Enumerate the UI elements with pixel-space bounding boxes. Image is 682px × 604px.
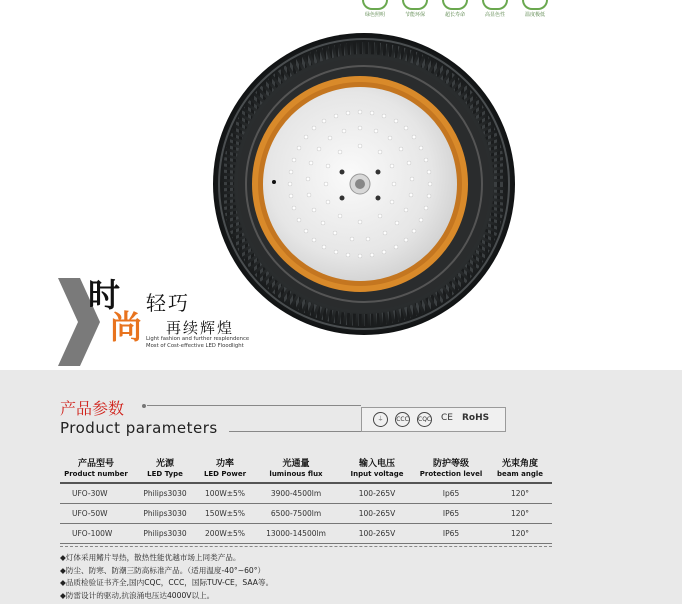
ccc-icon: CCC	[395, 412, 410, 427]
thermometer-icon	[522, 0, 548, 10]
feature-label: 温度极低	[524, 12, 545, 18]
feature-high-cri	[475, 0, 515, 18]
feature-low-temp	[515, 0, 555, 18]
section-title-en: Product parameters	[60, 419, 218, 437]
title-bullet	[142, 404, 146, 408]
col-header-beam: 光束角度 beam angle	[496, 459, 544, 478]
hero-line-1: 轻巧	[146, 291, 190, 315]
spec-table	[60, 457, 552, 544]
note-item: ◆防雷设计的驱动,抗浪涌电压达4000V以上。	[60, 590, 215, 600]
table-row: UFO-30W Philips3030 100W±5% 3900-4500lm 100-265V Ip65 120°	[60, 483, 552, 504]
hero-english-1: Light fashion and further resplendence	[146, 336, 250, 342]
table-row: UFO-50W Philips3030 150W±5% 6500-7500lm 100-265V IP65 120°	[60, 504, 552, 524]
feature-long-life	[435, 0, 475, 18]
ce-mark: CE	[441, 413, 453, 423]
hero-english-2: Most of Cost-effective LED Floodlight	[146, 343, 244, 349]
table-header-row	[60, 457, 552, 483]
divider-line	[229, 431, 361, 432]
eco-icon	[402, 0, 428, 10]
dashed-divider	[60, 546, 552, 547]
feature-label: 超长寿命	[444, 12, 465, 18]
col-header-model: 产品型号 Product number	[64, 459, 128, 478]
note-item: ◆防尘、防寒、防潮三防高标准产品。（适用温度-40°~60°）	[60, 565, 266, 575]
lifetime-icon	[442, 0, 468, 10]
note-item: ◆品质检验证书齐全,国内CQC，CCC，国际TUV-CE，SAA等。	[60, 578, 274, 587]
feature-label: 高显色性	[484, 12, 505, 18]
feature-label: 绿色照明	[364, 12, 385, 18]
ground-icon: ⏚	[373, 412, 388, 427]
feature-label: 节能环保	[404, 12, 425, 18]
col-header-led-type: 光源 LED Type	[147, 459, 183, 478]
col-header-protection: 防护等级 Protection level	[419, 459, 483, 478]
hero-char-shang: 尚	[110, 308, 143, 346]
col-header-voltage: 输入电压 Input voltage	[350, 459, 404, 478]
ufo-led-lamp-image	[212, 32, 516, 336]
feature-energy-saving	[395, 0, 435, 18]
certification-badges	[361, 407, 506, 432]
feature-green-lighting	[355, 0, 395, 18]
rohs-mark: RoHS	[462, 413, 490, 423]
col-header-power: 功率 LED Power	[203, 459, 247, 478]
cqc-icon: CQC	[417, 412, 432, 427]
leaf-icon	[362, 0, 388, 10]
table-row: UFO-100W Philips3030 200W±5% 13000-14500lm 100-265V IP65 120°	[60, 524, 552, 544]
divider-line	[147, 405, 361, 406]
col-header-flux: 光通量 luminous flux	[269, 459, 323, 478]
feature-icons	[355, 0, 555, 18]
section-title-cn: 产品参数	[60, 399, 125, 418]
color-icon	[482, 0, 508, 10]
feature-notes	[60, 552, 273, 602]
hero-line-2: 再续辉煌	[166, 319, 235, 337]
hero-char-shi: 时	[88, 276, 121, 314]
note-item: ◆灯体采用鳍片导热，散热性能优越市场上同类产品。	[60, 553, 241, 562]
